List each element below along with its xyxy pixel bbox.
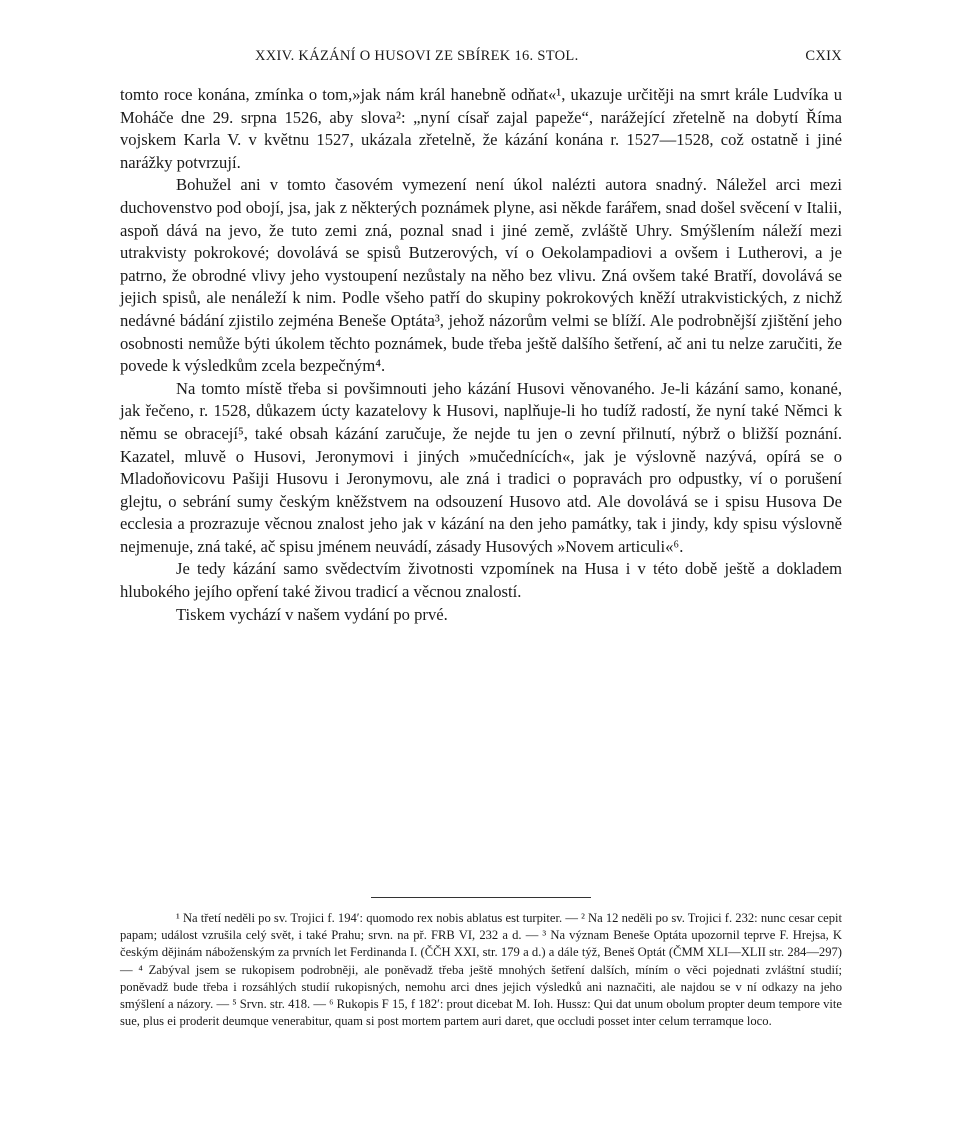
- paragraph-author: Bohužel ani v tomto časovém vymezení není úkol nalézti autora snadný. Náležel arci mezi duchovenstvo pod obojí, jsa, jak z některých poznámek plyne, asi někde farářem, snad došel svěcení v Italii, aspoň dává na jevo, že tuto zemi zná, poznal snad i jiné země, zvláště Uhry. Smýšlením náleží mezi utrakvisty pokrokové; dovolává se spisů Butzerových, ví o Oekolampadiovi a ovšem i Lutherovi, a je patrno, že obrodné vlivy jeho vystoupení nezůstaly na něho bez vlivu. Zná ovšem také Bratří, dovolává se jejich spisů, ale nenáleží k nim. Podle všeho patří do skupiny pokrokových kněží utrakvistických, z nichž nedávné bádání zjistilo zejména Beneše Optáta³, jehož názorům velmi se blíží. Ale podrobnější zjištění jeho osobnosti nemůže býti úkolem těchto poznámek, bude třeba ještě dalšího šetření, ač ani tu nelze zaručiti, že povede k výsledkům zcela bezpečným⁴.: [120, 175, 842, 376]
- running-header: [120, 48, 842, 72]
- paragraph-continuation: tomto roce konána, zmínka o tom,»jak nám král hanebně odňat«¹, ukazuje určitěji na smrt krále Ludvíka u Moháče dne 29. srpna 1526, aby slova²: „nyní císař zajal papeže“, narážející zřetelně na dobytí Říma vojskem Karla V. v květnu 1527, ukázala zřetelně, že kázání konána r. 1527—1528, což ostatně i jiné narážky potvrzují.: [120, 85, 842, 172]
- paragraph-conclusion: Je tedy kázání samo svědectvím životnosti vzpomínek na Husa i v této době ještě a dokladem hlubokého jejího opření také živou tradicí a věcnou znalostí.: [120, 559, 842, 602]
- paragraph-sermon-on-hus: Na tomto místě třeba si povšimnouti jeho kázání Husovi věnovaného. Je-li kázání samo, konané, jak řečeno, r. 1528, důkazem úcty kazatelovy k Husovi, naplňuje-li ho tudíž radostí, že nyní také Němci k němu se obracejí⁵, také obsah kázání zaručuje, že nejde tu jen o zevní přilnutí, nýbrž o bližší poznání. Kazatel, mluvě o Husovi, Jeronymovi i jiných »mučednících«, jak je výslovně nazývá, opírá se o Mladoňovicovu Pašiji Husovu i Jeronymovu, ale zná i tradici o popravách pro odpustky, ví o porušení glejtu, o sebrání sumy českým kněžstvem na odsouzení Husovo atd. Ale dovolává se i spisu Husova De ecclesia a prozrazuje věcnou znalost jeho jak v kázání na den jeho památky, tak i jindy, kdy spisu výslovně nejmenuje, zná také, ač spisu jménem neuvádí, zásady Husových »Novem articuli«⁶.: [120, 378, 842, 556]
- footnotes: [120, 910, 842, 1030]
- footnote-divider: [371, 897, 591, 898]
- running-title: XXIV. KÁZÁNÍ O HUSOVI ZE SBÍREK 16. STOL.: [255, 48, 579, 64]
- body-text: [120, 84, 842, 626]
- paragraph-edition-note: Tiskem vychází v našem vydání po prvé.: [176, 604, 448, 624]
- page-number: CXIX: [805, 48, 842, 64]
- footnote-text: ¹ Na třetí neděli po sv. Trojici f. 194′: quomodo rex nobis ablatus est turpiter. — ² Na 12 neděli po sv. Trojici f. 232: nunc cesar cepit papam; událost vzrušila celý svět, i také Prahu; srvn. na př. FRB VI, 232 a d. — ³ Na význam Beneše Optáta upozornil teprve F. Hrejsa, K českým dějinám náboženským za prvních let Ferdinanda I. (ČČH XXI, str. 179 a d.) a dále týž, Beneš Optát (ČMM XLI—XLII str. 284—297) — ⁴ Zabýval jsem se rukopisem podrobněji, ale poněvadž třeba ještě mnohých šetření dalších, míním o věci pojednati zvláštní studií; poněvadž bude třeba i rozsáhlých studií rukopisných, nemohu arci dnes jejich výsledků ani naznačiti, ale najdou se v ní odkazy na jeho smýšlení a názory. — ⁵ Srvn. str. 418. — ⁶ Rukopis F 15, f 182′: prout dicebat M. Ioh. Hussz: Qui dat unum obolum propter deum tempore vite sue, plus ei proderit deumque venerabitur, quam si post mortem partem auri daret, que occludi posset inter celum terramque loco.: [120, 911, 842, 1029]
